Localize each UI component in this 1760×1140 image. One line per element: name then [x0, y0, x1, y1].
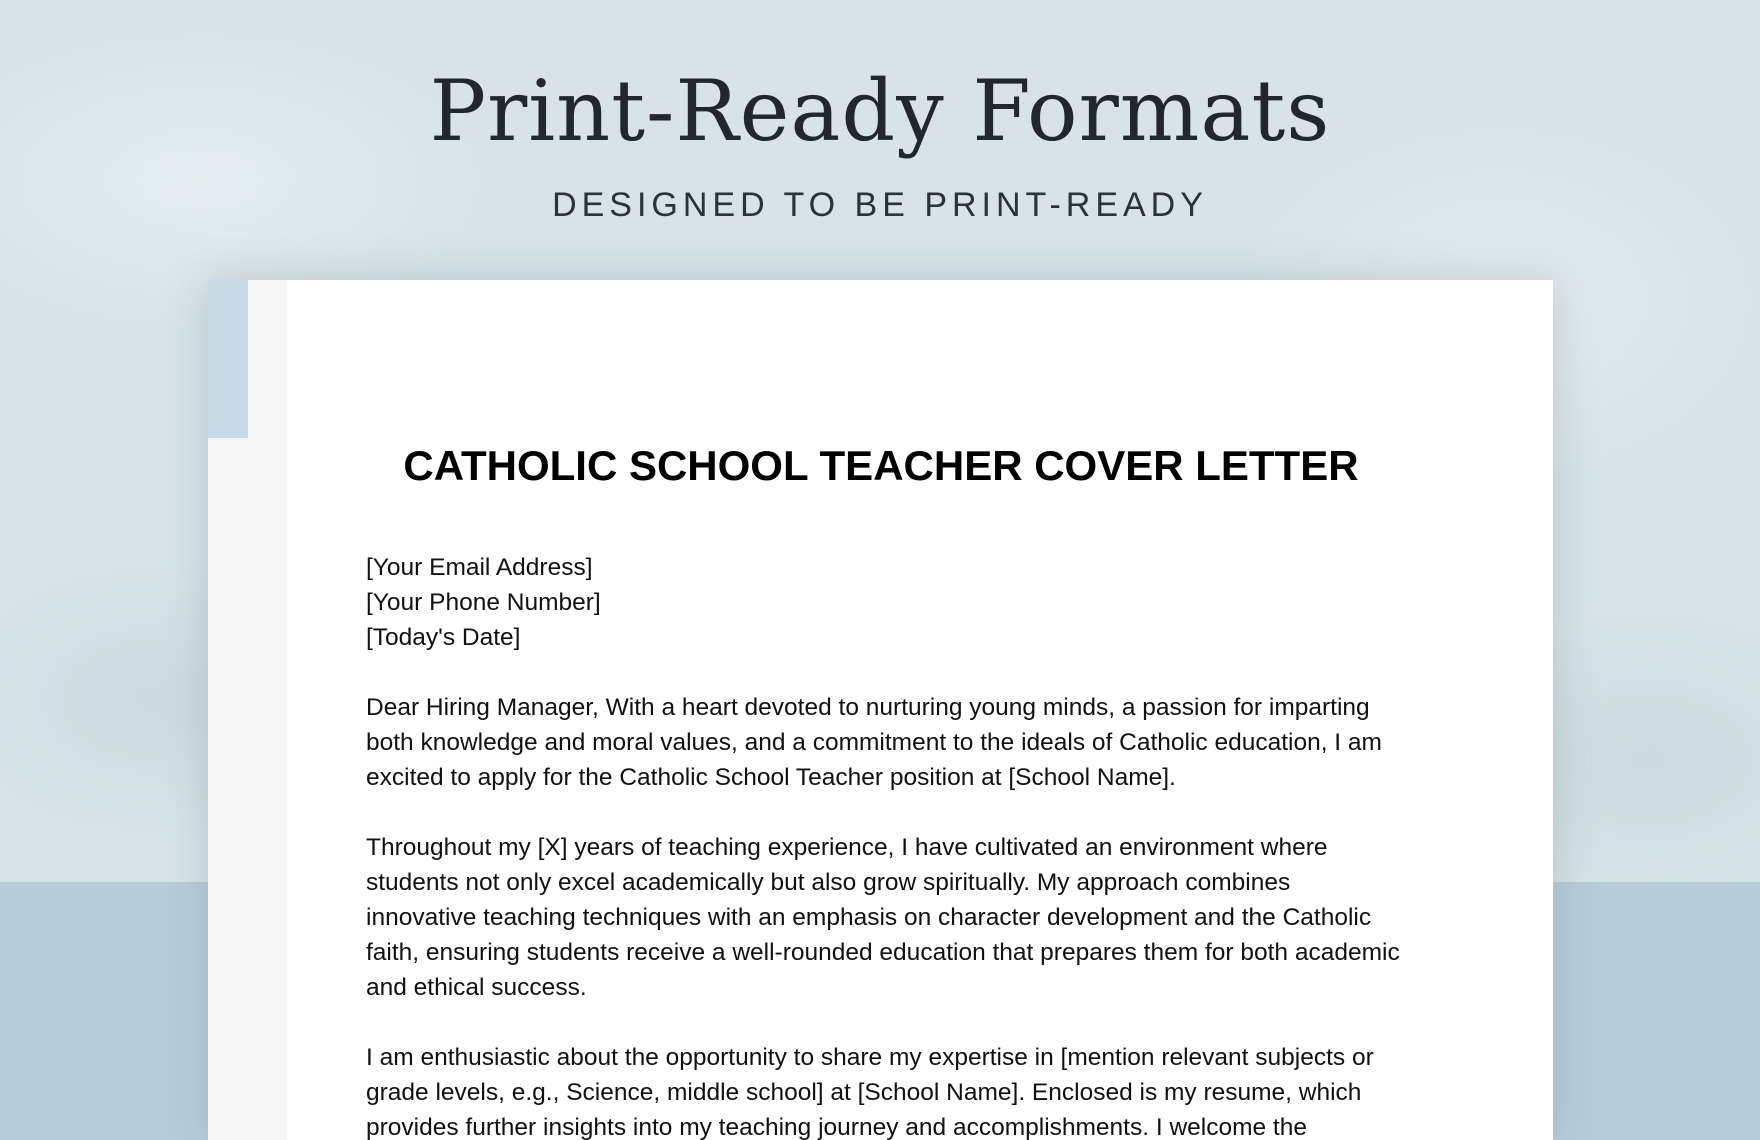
- document-sheet: [287, 280, 1553, 1140]
- contact-block: [366, 550, 1406, 655]
- page-title: Print-Ready Formats: [429, 62, 1331, 160]
- sheet-accent-tab: [208, 280, 248, 438]
- date-placeholder: [Today's Date]: [366, 624, 521, 651]
- email-placeholder: [Your Email Address]: [366, 554, 593, 581]
- letter-paragraph-closing: I am enthusiastic about the opportunity to share my expertise in [mention relevant subjects or grade levels, e.g., Science, middle school] at [School Name]. Enclosed is my resume, which provides further insights into my teaching journey and accomplishments. I welcome the: [366, 1044, 1374, 1140]
- document-title: CATHOLIC SCHOOL TEACHER COVER LETTER: [403, 442, 1359, 489]
- page-subtitle: DESIGNED TO BE PRINT-READY: [552, 186, 1208, 224]
- letter-paragraph-greeting: Dear Hiring Manager, With a heart devoted to nurturing young minds, a passion for imparting both knowledge and moral values, and a commitment to the ideals of Catholic education, I am excited to apply for the Catholic School Teacher position at [School Name].: [366, 694, 1382, 791]
- phone-placeholder: [Your Phone Number]: [366, 589, 601, 616]
- letter-paragraph-experience: Throughout my [X] years of teaching experience, I have cultivated an environment where students not only excel academically but also grow spiritually. My approach combines innovative teaching techniques with an emphasis on character development and the Catholic faith, ensuring students receive a well-rounded education that prepares them for both academic and ethical success.: [366, 834, 1400, 1001]
- document-body: [366, 550, 1406, 1140]
